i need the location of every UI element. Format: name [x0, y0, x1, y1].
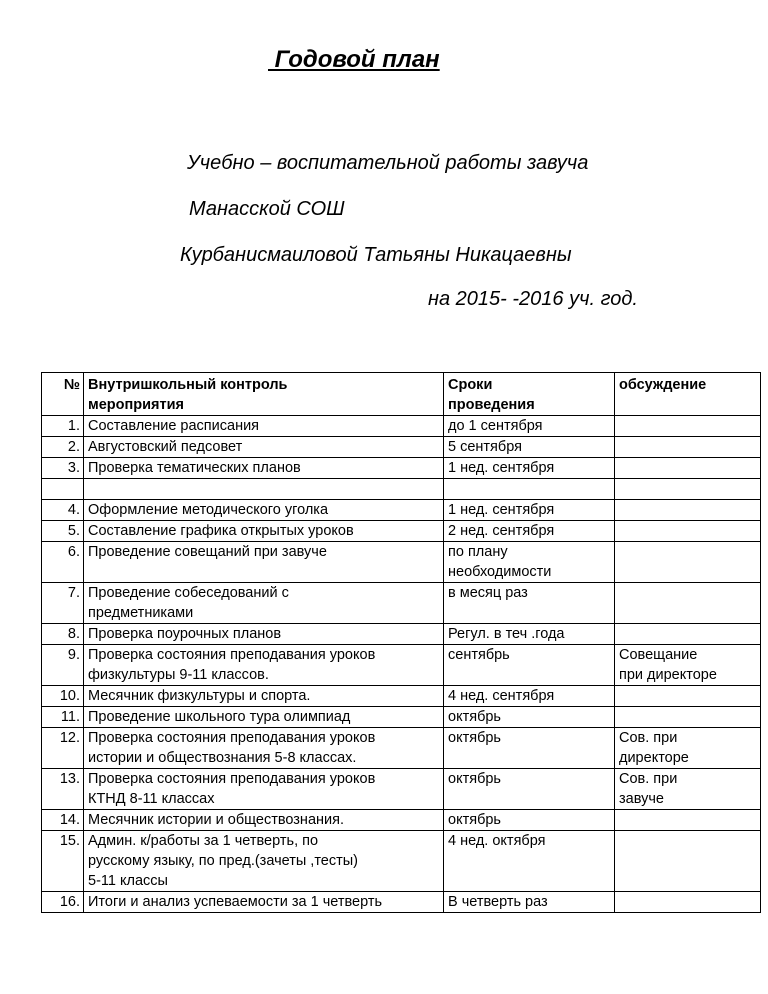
- row-discussion: [615, 521, 761, 542]
- row-dates: сентябрь: [444, 645, 615, 686]
- table-row: [42, 645, 761, 686]
- row-discussion: [615, 416, 761, 437]
- row-number: 16.: [42, 892, 84, 913]
- row-discussion: [615, 458, 761, 479]
- row-number: 2.: [42, 437, 84, 458]
- table-row: [42, 769, 761, 810]
- row-dates: 1 нед. сентября: [444, 458, 615, 479]
- subtitle-year: на 2015- -2016 уч. год.: [428, 288, 638, 310]
- row-discussion: [615, 892, 761, 913]
- row-event: Месячник истории и обществознания.: [84, 810, 444, 831]
- row-event: Составление расписания: [84, 416, 444, 437]
- row-discussion: [615, 686, 761, 707]
- row-number: 14.: [42, 810, 84, 831]
- table-row: [42, 624, 761, 645]
- table-row: [42, 583, 761, 624]
- row-number: 13.: [42, 769, 84, 810]
- row-discussion: Совещание при директоре: [615, 645, 761, 686]
- row-number: 15.: [42, 831, 84, 892]
- row-discussion: [615, 707, 761, 728]
- table-spacer-row: [42, 479, 761, 500]
- row-number: 5.: [42, 521, 84, 542]
- row-number: 12.: [42, 728, 84, 769]
- row-event: Проведение совещаний при завуче: [84, 542, 444, 583]
- row-event: Проверка тематических планов: [84, 458, 444, 479]
- table-row: [42, 892, 761, 913]
- row-event: Составление графика открытых уроков: [84, 521, 444, 542]
- table-row: [42, 416, 761, 437]
- table-row: [42, 810, 761, 831]
- row-dates: 2 нед. сентября: [444, 521, 615, 542]
- row-event: Августовский педсовет: [84, 437, 444, 458]
- row-event: Проведение школьного тура олимпиад: [84, 707, 444, 728]
- row-number: 11.: [42, 707, 84, 728]
- row-number: 4.: [42, 500, 84, 521]
- row-discussion: [615, 831, 761, 892]
- row-number: 3.: [42, 458, 84, 479]
- page-title: Годовой план: [268, 46, 440, 73]
- header-event: Внутришкольный контроль мероприятия: [84, 373, 444, 416]
- table-row: [42, 500, 761, 521]
- row-dates: в месяц раз: [444, 583, 615, 624]
- header-number: №: [42, 373, 84, 416]
- subtitle-person: Курбанисмаиловой Татьяны Никацаевны: [180, 244, 572, 266]
- table-row: [42, 728, 761, 769]
- row-dates: 4 нед. октября: [444, 831, 615, 892]
- row-discussion: Сов. при завуче: [615, 769, 761, 810]
- subtitle-school: Манасской СОШ: [189, 198, 345, 220]
- table-row: [42, 686, 761, 707]
- row-event: Админ. к/работы за 1 четверть, по русскому языку, по пред.(зачеты ,тесты) 5-11 классы: [84, 831, 444, 892]
- header-dates: Сроки проведения: [444, 373, 615, 416]
- row-discussion: [615, 583, 761, 624]
- row-discussion: [615, 437, 761, 458]
- row-event: Проверка состояния преподавания уроков КТНД 8-11 классах: [84, 769, 444, 810]
- row-number: 9.: [42, 645, 84, 686]
- row-dates: октябрь: [444, 810, 615, 831]
- row-number: 10.: [42, 686, 84, 707]
- row-dates: Регул. в теч .года: [444, 624, 615, 645]
- table-row: [42, 707, 761, 728]
- row-event: Проверка состояния преподавания уроков физкультуры 9-11 классов.: [84, 645, 444, 686]
- row-number: 6.: [42, 542, 84, 583]
- table-row: [42, 521, 761, 542]
- row-event: Проверка состояния преподавания уроков истории и обществознания 5-8 классах.: [84, 728, 444, 769]
- row-dates: 4 нед. сентября: [444, 686, 615, 707]
- row-dates: до 1 сентября: [444, 416, 615, 437]
- row-dates: В четверть раз: [444, 892, 615, 913]
- row-event: Проведение собеседований с предметниками: [84, 583, 444, 624]
- row-dates: октябрь: [444, 728, 615, 769]
- row-dates: по плану необходимости: [444, 542, 615, 583]
- row-dates: октябрь: [444, 769, 615, 810]
- table-header-row: [42, 373, 761, 416]
- header-discussion: обсуждение: [615, 373, 761, 416]
- row-dates: 1 нед. сентября: [444, 500, 615, 521]
- row-discussion: [615, 542, 761, 583]
- row-dates: 5 сентября: [444, 437, 615, 458]
- row-dates: октябрь: [444, 707, 615, 728]
- table-row: [42, 542, 761, 583]
- row-event: Месячник физкультуры и спорта.: [84, 686, 444, 707]
- row-number: 7.: [42, 583, 84, 624]
- row-event: Проверка поурочных планов: [84, 624, 444, 645]
- row-discussion: [615, 624, 761, 645]
- row-number: 1.: [42, 416, 84, 437]
- row-number: 8.: [42, 624, 84, 645]
- plan-table: [41, 372, 761, 913]
- table-row: [42, 831, 761, 892]
- table-row: [42, 437, 761, 458]
- row-event: Оформление методического уголка: [84, 500, 444, 521]
- row-discussion: [615, 810, 761, 831]
- subtitle-work-type: Учебно – воспитательной работы завуча: [187, 152, 589, 174]
- row-discussion: Сов. при директоре: [615, 728, 761, 769]
- row-discussion: [615, 500, 761, 521]
- table-row: [42, 458, 761, 479]
- row-event: Итоги и анализ успеваемости за 1 четверть: [84, 892, 444, 913]
